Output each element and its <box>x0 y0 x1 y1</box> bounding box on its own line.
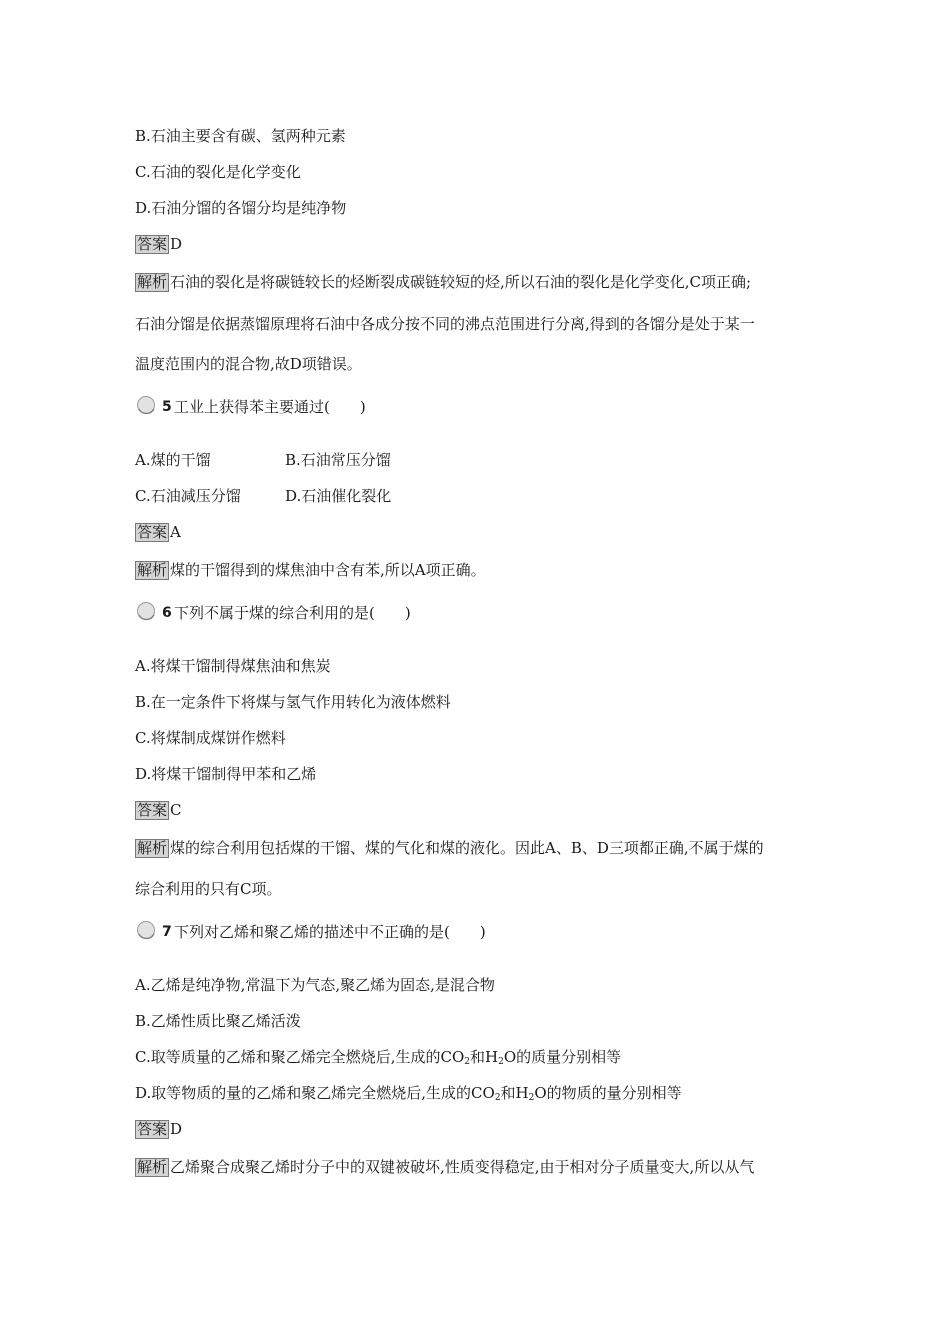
q7-option-a: A.乙烯是纯净物,常温下为气态,聚乙烯为固态,是混合物 <box>135 976 495 994</box>
question-marker-icon <box>135 919 157 941</box>
answer-value: D <box>170 1120 183 1138</box>
question-stem: 下列对乙烯和聚乙烯的描述中不正确的是( ) <box>174 923 486 941</box>
question-marker-icon <box>135 394 157 416</box>
q4-analysis-line-1 <box>135 272 840 292</box>
q4-option-b: B.石油主要含有碳、氢两种元素 <box>135 127 346 145</box>
q5-header <box>135 397 535 419</box>
q5-analysis <box>135 560 840 580</box>
q7-option-b: B.乙烯性质比聚乙烯活泼 <box>135 1012 301 1030</box>
question-number: 6 <box>162 605 172 621</box>
question-number: 5 <box>162 399 172 415</box>
q6-analysis-line-2: 综合利用的只有C项。 <box>135 880 282 898</box>
analysis-tag: 解析 <box>137 839 168 857</box>
q7-answer <box>135 1119 840 1139</box>
q5-answer <box>135 522 840 542</box>
q6-option-a: A.将煤干馏制得煤焦油和焦炭 <box>135 657 331 675</box>
question-stem: 工业上获得苯主要通过( ) <box>174 398 366 416</box>
analysis-text: 石油的裂化是将碳链较长的烃断裂成碳链较短的烃,所以石油的裂化是化学变化,C项正确; <box>170 273 752 291</box>
question-number: 7 <box>162 924 172 940</box>
q7-option-c: C.取等质量的乙烯和聚乙烯完全燃烧后,生成的$CO_2$和$H_2O$的质量分别相等 <box>135 1048 622 1067</box>
answer-tag: 答案 <box>137 1120 168 1138</box>
q5-option-a: A.煤的干馏 <box>135 451 211 469</box>
analysis-tag: 解析 <box>137 273 168 291</box>
q7-header <box>135 922 555 944</box>
q5-options-row-1 <box>135 450 840 470</box>
analysis-text: 煤的干馏得到的煤焦油中含有苯,所以A项正确。 <box>170 561 486 579</box>
analysis-tag: 解析 <box>137 1158 168 1176</box>
answer-value: A <box>170 523 181 541</box>
q5-option-b: B.石油常压分馏 <box>285 451 391 469</box>
q6-header <box>135 603 535 625</box>
question-stem: 下列不属于煤的综合利用的是( ) <box>174 604 411 622</box>
answer-tag: 答案 <box>137 523 168 541</box>
analysis-text: 乙烯聚合成聚乙烯时分子中的双键被破坏,性质变得稳定,由于相对分子质量变大,所以从气 <box>170 1158 755 1176</box>
analysis-text: 煤的综合利用包括煤的干馏、煤的气化和煤的液化。因此A、B、D三项都正确,不属于煤的 <box>170 839 764 857</box>
q4-analysis-line-2: 石油分馏是依据蒸馏原理将石油中各成分按不同的沸点范围进行分离,得到的各馏分是处于某一 <box>135 315 755 333</box>
q5-option-c: C.石油减压分馏 <box>135 487 241 505</box>
q6-analysis-line-1 <box>135 838 840 858</box>
q5-options-row-2 <box>135 486 840 506</box>
q6-option-b: B.在一定条件下将煤与氢气作用转化为液体燃料 <box>135 693 451 711</box>
q6-option-c: C.将煤制成煤饼作燃料 <box>135 729 286 747</box>
q4-answer <box>135 234 840 254</box>
q6-answer <box>135 800 840 820</box>
answer-value: C <box>170 801 182 819</box>
q4-option-d: D.石油分馏的各馏分均是纯净物 <box>135 199 347 217</box>
answer-tag: 答案 <box>137 801 168 819</box>
analysis-tag: 解析 <box>137 561 168 579</box>
q4-analysis-line-3: 温度范围内的混合物,故D项错误。 <box>135 355 362 373</box>
q6-option-d: D.将煤干馏制得甲苯和乙烯 <box>135 765 317 783</box>
q4-option-c: C.石油的裂化是化学变化 <box>135 163 301 181</box>
q7-analysis-line-1 <box>135 1157 840 1177</box>
answer-tag: 答案 <box>137 235 168 253</box>
answer-value: D <box>170 235 183 253</box>
q5-option-d: D.石油催化裂化 <box>285 487 392 505</box>
question-marker-icon <box>135 600 157 622</box>
q7-option-d: D.取等物质的量的乙烯和聚乙烯完全燃烧后,生成的$CO_2$和$H_2O$的物质的量分别相等 <box>135 1084 682 1103</box>
